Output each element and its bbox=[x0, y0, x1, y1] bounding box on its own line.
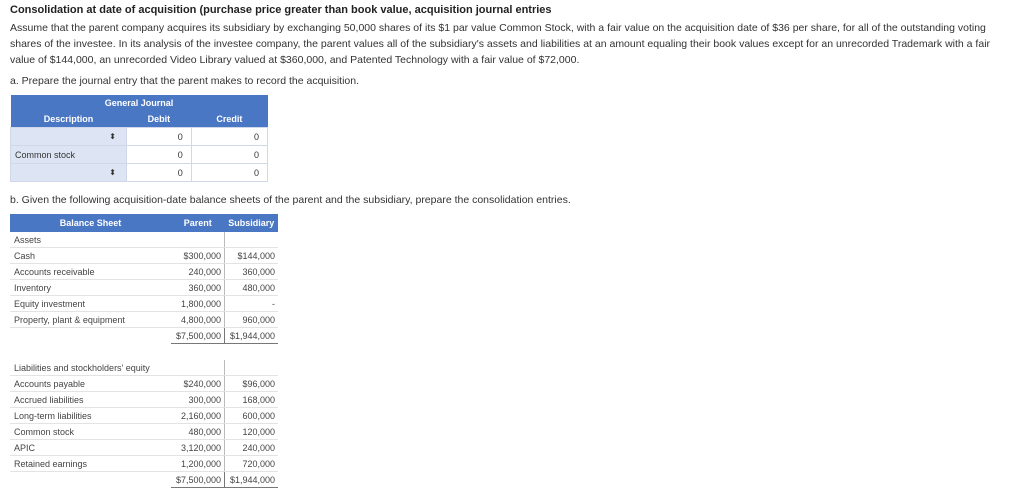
table-row: Accrued liabilities 300,000 168,000 bbox=[10, 392, 278, 408]
bs-header-parent: Parent bbox=[171, 214, 225, 232]
problem-intro: Assume that the parent company acquires its subsidiary by exchanging 50,000 shares of its $1 par value Common Stock, with a fair value on the acquisition date of $36 per share, for all of the outstanding voting shares of the investee. In its analysis of the investee company, the parent values all of the subsidiary's assets and liabilities at an amount equaling their book values except for an unrecorded Trademark with a fair value of $144,000, an unrecorded Video Library valued at $360,000, and Patented Technology with a fair value of $72,000. bbox=[10, 22, 991, 66]
journal-credit-input[interactable]: 0 bbox=[191, 146, 267, 164]
journal-debit-input[interactable]: 0 bbox=[126, 164, 191, 182]
journal-title: General Journal bbox=[11, 95, 268, 111]
journal-row bbox=[11, 128, 268, 146]
journal-credit-input[interactable]: 0 bbox=[191, 164, 267, 182]
table-row: Retained earnings 1,200,000 720,000 bbox=[10, 456, 278, 472]
table-row: Accounts payable $240,000 $96,000 bbox=[10, 376, 278, 392]
journal-debit-input[interactable]: 0 bbox=[126, 146, 191, 164]
journal-header-description: Description bbox=[11, 111, 127, 128]
select-arrows-icon: ⬍ bbox=[109, 132, 116, 141]
table-row: APIC 3,120,000 240,000 bbox=[10, 440, 278, 456]
journal-account-select[interactable] bbox=[11, 128, 127, 146]
assets-heading: Assets bbox=[10, 232, 171, 248]
part-a-question: a. Prepare the journal entry that the parent makes to record the acquisition. bbox=[10, 75, 360, 87]
bs-header-subsidiary: Subsidiary bbox=[225, 214, 279, 232]
table-row: Common stock 480,000 120,000 bbox=[10, 424, 278, 440]
journal-header-credit: Credit bbox=[191, 111, 267, 128]
journal-account-select[interactable]: Common stock bbox=[11, 146, 127, 164]
liabilities-heading: Liabilities and stockholders' equity bbox=[10, 360, 171, 376]
assets-total-row: $7,500,000 $1,944,000 bbox=[10, 328, 278, 344]
table-row: Equity investment 1,800,000 - bbox=[10, 296, 278, 312]
select-arrows-icon: ⬍ bbox=[109, 168, 116, 177]
journal-debit-input[interactable]: 0 bbox=[126, 128, 191, 146]
table-row: Accounts receivable 240,000 360,000 bbox=[10, 264, 278, 280]
general-journal-table bbox=[10, 95, 268, 182]
journal-credit-input[interactable]: 0 bbox=[191, 128, 267, 146]
table-row: Inventory 360,000 480,000 bbox=[10, 280, 278, 296]
balance-sheet-table bbox=[10, 214, 278, 488]
journal-row bbox=[11, 164, 268, 182]
part-b-question: b. Given the following acquisition-date balance sheets of the parent and the subsidiary, prepare the consolidation entries. bbox=[10, 194, 571, 206]
bs-header-label: Balance Sheet bbox=[10, 214, 171, 232]
table-row: Property, plant & equipment 4,800,000 960,000 bbox=[10, 312, 278, 328]
table-row: Cash $300,000 $144,000 bbox=[10, 248, 278, 264]
page-title: Consolidation at date of acquisition (purchase price greater than book value, acquisition journal entries bbox=[10, 4, 552, 16]
journal-account-select[interactable] bbox=[11, 164, 127, 182]
liabilities-total-row: $7,500,000 $1,944,000 bbox=[10, 472, 278, 488]
journal-header-debit: Debit bbox=[126, 111, 191, 128]
journal-row bbox=[11, 146, 268, 164]
table-row: Long-term liabilities 2,160,000 600,000 bbox=[10, 408, 278, 424]
